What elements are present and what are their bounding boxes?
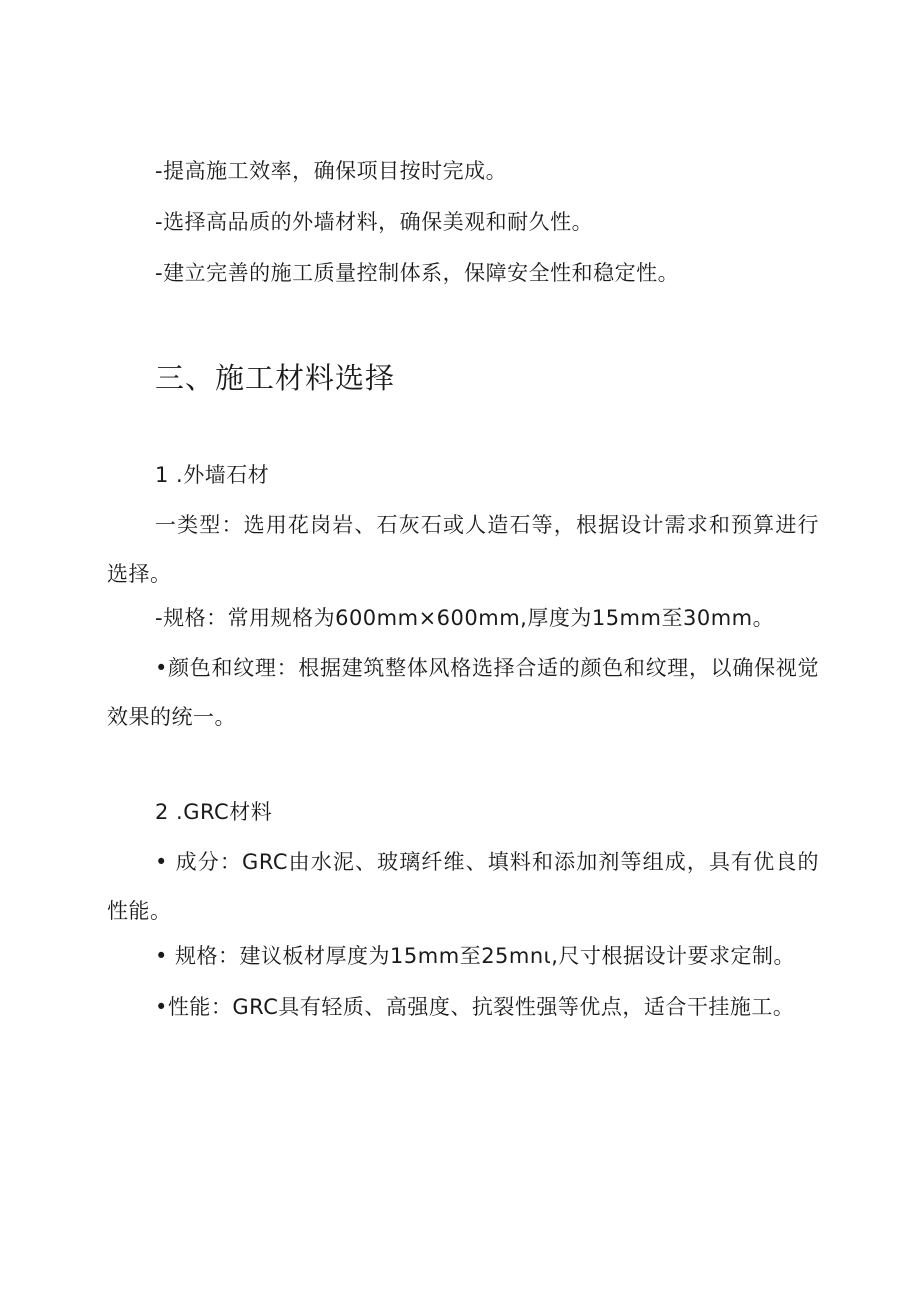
grc-subheading: 2 .GRC材料 bbox=[155, 800, 273, 824]
goal-line-3: -建立完善的施工质量控制体系，保障安全性和稳定性。 bbox=[155, 261, 680, 285]
stone-subheading: 1 .外墙石材 bbox=[155, 463, 270, 487]
stone-type-paragraph: 一类型：选用花岗岩、石灰石或人造石等，根据设计需求和预算进行选择。 bbox=[107, 513, 819, 586]
grc-composition-paragraph: • 成分：GRC由水泥、玻璃纤维、填料和添加剂等组成，具有优良的性能。 bbox=[107, 850, 819, 923]
stone-color-paragraph: •颜色和纹理：根据建筑整体风格选择合适的颜色和纹理，以确保视觉效果的统一。 bbox=[107, 656, 819, 729]
stone-spec-line: -规格：常用规格为600mm×600mm,厚度为15mm至30mm。 bbox=[155, 606, 775, 630]
grc-spec-line: • 规格：建议板材厚度为15mm至25mnι,尺寸根据设计要求定制。 bbox=[155, 944, 795, 968]
goal-line-2: -选择高品质的外墙材料，确保美观和耐久性。 bbox=[155, 210, 594, 234]
goal-line-1: -提高施工效率，确保项目按时完成。 bbox=[155, 159, 508, 183]
section-heading: 三、施工材料选择 bbox=[155, 361, 396, 395]
grc-performance-line: •性能：GRC具有轻质、高强度、抗裂性强等优点，适合干挂施工。 bbox=[155, 995, 795, 1019]
